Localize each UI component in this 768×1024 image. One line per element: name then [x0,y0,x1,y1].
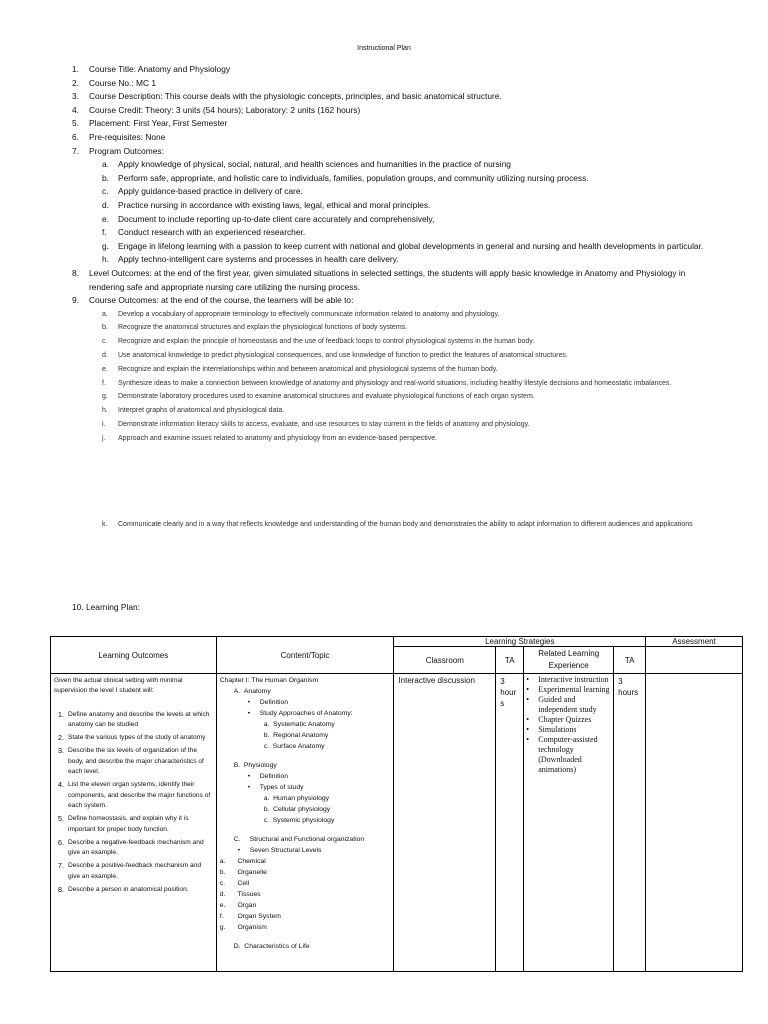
lo-item [54,710,213,731]
bullet-text: Types of study [259,784,304,791]
outcome-letter: g. [102,240,109,251]
topic-anatomy [220,686,391,697]
outcome-letter: i. [102,421,106,429]
item-number: 2. [72,77,79,88]
header-assessment-blank [646,647,743,674]
outcome-letter: c. [102,338,108,346]
list-item [72,77,712,91]
outcome-letter: f. [102,227,107,238]
course-outcome [102,321,712,335]
learning-outcomes-cell [51,674,217,972]
topic-structural-organization [220,834,391,845]
lo-item [54,861,213,882]
outcome-letter: c. [102,186,109,197]
outcome-letter: b. [102,172,109,183]
program-outcomes-list [102,158,712,267]
lo-item [54,814,213,835]
outcome-letter: e. [102,365,108,373]
program-outcome [102,158,712,172]
outcome-text: Practice nursing in accordance with existing laws, legal, ethical and moral principles. [118,199,431,210]
header-learning-outcomes: Learning Outcomes [51,637,217,674]
topic-bullet [220,845,391,856]
outcome-letter: k. [102,520,108,528]
course-outcome [102,349,712,363]
course-outcome [102,308,712,322]
course-outcome [102,377,712,391]
lo-item [54,733,213,743]
subtopic-letter: c. [263,817,269,824]
subtopic [220,804,391,815]
outcome-text: Recognize the anatomical structures and explain the physiological functions of body systems. [118,324,408,332]
program-outcomes-heading: Program Outcomes: [89,145,164,156]
item-number: 3. [72,91,79,102]
course-outcome [102,363,712,377]
item-number: 4. [72,104,79,115]
chapter-title: Chapter I: The Human Organism [219,677,319,684]
assessment-cell [646,674,743,972]
subtopic-letter: b. [263,806,270,813]
course-outcomes-list [102,308,712,532]
topic-bullet [220,771,391,782]
header-related-learning-experience: Related Learning Experience [524,647,614,674]
rle-text: Simulations [538,725,577,734]
subtopic-text: Regional Anatomy [273,732,329,739]
program-outcome [102,172,712,186]
list-item [72,294,712,308]
level-text: Organ [237,902,257,909]
outcome-letter: f. [102,379,106,387]
outcome-text: Use anatomical knowledge to predict physiological consequences, and use knowledge of function to predict the features of anatomical structures. [118,352,568,360]
lo-text: Describe a person in anatomical position. [68,886,189,894]
topic-name: Physiology [243,762,277,769]
blank-space [102,446,712,518]
outcome-text: Document to include reporting up-to-date client care accurately and comprehensively, [118,213,435,224]
program-outcome [102,253,712,267]
subtopic-letter: a. [263,721,270,728]
outcome-text: Develop a vocabulary of appropriate terminology to effectively communicate information related to anatomy and physiology. [118,310,500,318]
header-learning-strategies: Learning Strategies [394,637,646,647]
bullet-text: Seven Structural Levels [249,847,322,854]
subtopic-letter: b. [263,732,270,739]
ta-unit-suffix: s [500,699,505,708]
level-letter: d. [219,891,226,898]
lo-number: 2. [57,733,65,743]
outcome-letter: g. [102,393,108,401]
table-header-row [51,637,743,647]
outcome-text: Demonstrate information literacy skills to access, evaluate, and use resources to stay current in the fields of anatomy and physiology. [118,421,530,429]
rle-item: • Experimental learning [526,685,610,694]
lo-item [54,838,213,859]
item-number: 6. [72,131,79,142]
outcome-text: Apply knowledge of physical, social, natural, and health sciences and humanities in the practice of nursing [118,159,511,170]
rle-text: Experimental learning [538,685,610,694]
outcome-text: Recognize and explain the principle of homeostasis and the use of feedback loops to control physiological systems in the human body. [118,338,535,346]
header-assessment: Assessment [646,637,743,647]
outcome-text: Conduct research with an experienced researcher. [118,227,306,238]
program-outcome [102,213,712,227]
level-text: Organ System [237,913,281,920]
bullet-text: Definition [259,773,289,780]
learning-plan-heading: 10. Learning Plan: [72,602,140,612]
item-number: 5. [72,118,79,129]
bullet-text: Study Approaches of Anatomy: [259,710,353,717]
outcome-letter: d. [102,352,108,360]
rle-item: • Interactive instruction [526,675,609,684]
rle-item: • Guided and independent study [526,695,611,715]
program-outcome [102,185,712,199]
level-text: Chemical [237,858,266,865]
outcome-letter: a. [102,310,108,318]
subtopic-letter: c. [263,743,269,750]
lo-number: 1. [57,709,65,719]
item-number: 1. [72,64,79,74]
rle-text: Computer-assisted technology (Downloaded animations) [538,735,598,774]
level-text: Organelle [237,869,267,876]
level-letter: b. [219,869,226,876]
header-ta: TA [496,647,524,674]
structural-level [220,856,391,867]
course-credit: Course Credit: Theory: 3 units (54 hours); Laboratory: 2 units (162 hours) [89,104,361,115]
content-topic-cell [216,674,394,972]
header-classroom: Classroom [394,647,496,674]
topic-letter: C. [233,836,241,843]
course-title: Course Title: Anatomy and Physiology [89,64,231,74]
lo-text: List the eleven organ systems, identify their components, and describe the major functions of each system. [68,781,211,809]
level-outcomes: Level Outcomes: at the end of the first year, given simulated situations in selected settings, the students will apply basic knowledge in Anatomy and Physiology in rendering safe and appropriate nursing care utilizing the nursing process. [89,267,686,292]
lo-text: State the various types of the study of anatomy [68,734,206,742]
list-item [72,63,712,77]
structural-level [220,900,391,911]
course-number: Course No.: MC 1 [89,77,157,88]
lo-intro: Given the actual clinical setting with minimal supervision the level I student will: [54,677,183,695]
subtopic [220,815,391,826]
outcome-text: Engage in lifelong learning with a passion to keep current with national and global developments in general and nursing and health developments in particular. [118,240,704,251]
level-letter: e. [219,902,226,909]
topic-name: Characteristics of Life [244,943,310,950]
subtopic-text: Systematic Anatomy [273,721,335,728]
placement: Placement: First Year, First Semester [89,118,228,129]
topic-bullet [220,782,391,793]
course-outcome [102,390,712,404]
outcome-letter: d. [102,199,109,210]
outcome-text: Interpret graphs of anatomical and physiological data. [118,407,285,415]
program-outcome [102,199,712,213]
list-item [72,117,712,131]
outcome-text: Apply techno-intelligent care systems and processes in health care delivery. [118,254,399,265]
prerequisites: Pre-requisites: None [89,131,166,142]
structural-level [220,867,391,878]
outcome-letter: a. [102,159,109,170]
subtopic [220,730,391,741]
structural-level [220,889,391,900]
program-outcome [102,226,712,240]
list-item [72,104,712,118]
ta-unit: hours [618,688,639,697]
level-letter: g. [219,924,226,931]
level-text: Tissues [237,891,261,898]
lo-text: Describe a positive-feedback mechanism and give an example. [68,862,202,880]
outcome-text: Demonstrate laboratory procedures used to examine anatomical structures and evaluate physiological functions of each organ system. [118,393,535,401]
subtopic-text: Systemic physiology [272,817,335,824]
ta-rle-cell [614,674,646,972]
table-row [51,674,743,972]
lo-number: 8. [57,885,65,895]
outcome-letter: h. [102,407,108,415]
lo-item [54,780,213,811]
course-outcome [102,432,712,446]
bullet-text: Definition [259,699,289,706]
outcome-letter: e. [102,213,109,224]
subtopic [220,719,391,730]
instructional-plan-list [72,63,712,531]
outcome-letter: b. [102,324,108,332]
topic-letter: B. [233,762,241,769]
course-description: Course Description: This course deals with the physiologic concepts, principles, and basic anatomical structure. [89,91,502,102]
subtopic [220,741,391,752]
lo-item [54,746,213,777]
ta-value: 3 [500,677,505,686]
lo-number: 3. [57,746,65,756]
rle-item: • Simulations [526,725,577,734]
outcome-text: Apply guidance-based practice in delivery of care. [118,186,303,197]
lo-text: Describe the six levels of organization of the body, and describe the major characteristics of each level. [68,747,204,776]
lo-text: Describe a negative-feedback mechanism and give an example. [68,838,204,857]
course-outcome [102,404,712,418]
rle-item: • Chapter Quizzes [526,715,592,724]
subtopic-text: Human physiology [273,795,330,802]
level-letter: a. [219,858,226,865]
subtopic [220,793,391,804]
list-item [72,90,712,104]
topic-physiology [220,760,391,771]
lo-number: 4. [57,780,65,790]
lo-text: Define homeostasis, and explain why it is important for proper body function. [68,815,189,833]
course-outcome [102,335,712,349]
item-number: 8. [72,267,79,278]
structural-level [220,922,391,933]
item-number: 7. [72,145,79,156]
level-text: Organism [237,924,267,931]
subtopic-text: Surface Anatomy [272,743,325,750]
list-item [72,145,712,159]
rle-text: Guided and independent study [538,695,597,714]
lo-text: Define anatomy and describe the levels at which anatomy can be studied [68,710,210,728]
list-item [72,267,712,294]
topic-bullet [220,708,391,719]
structural-level [220,911,391,922]
list-item [72,131,712,145]
outcome-text: Perform safe, appropriate, and holistic care to individuals, families, population groups, and community utilizing nursing process. [118,172,589,183]
ta-cell [496,674,524,972]
lo-item [54,885,213,895]
course-outcome [102,518,712,532]
ta-value: 3 [618,677,623,686]
subtopic-text: Cellular physiology [273,806,331,813]
outcome-letter: j. [102,434,106,442]
structural-level [220,878,391,889]
outcome-text: Synthesize ideas to make a connection between knowledge of anatomy and physiology and real-world situations, including healthy lifestyle decisions and homeostatic imbalances. [118,379,672,387]
level-letter: f. [219,913,224,920]
item-number: 9. [72,295,79,306]
outcome-letter: h. [102,254,109,265]
course-outcomes-heading: Course Outcomes: at the end of the course, the learners will be able to: [89,295,354,306]
subtopic-letter: a. [263,795,270,802]
outcome-text: Approach and examine issues related to anatomy and physiology from an evidence-based perspective. [118,434,438,442]
program-outcome [102,240,712,254]
topic-characteristics-of-life [220,941,391,952]
outcome-text: Recognize and explain the interrelationships within and between anatomical and physiological systems of the human body. [118,365,498,373]
rle-item: • Computer-assisted technology (Downloaded animations) [526,735,611,775]
course-outcome [102,418,712,432]
topic-name: Structural and Functional organization [249,836,365,843]
level-text: Cell [237,880,250,887]
ta-unit: hour [500,688,517,697]
classroom-cell: Interactive discussion [394,674,496,972]
rle-text: Chapter Quizzes [538,715,592,724]
learning-plan-table [50,636,743,972]
related-learning-experience-cell [524,674,614,972]
header-content-topic: Content/Topic [216,637,394,674]
level-letter: c. [219,880,225,887]
outcome-text: Communicate clearly and in a way that reflects knowledge and understanding of the human body and demonstrates the ability to adapt information to different audiences and applications [118,520,693,528]
page-title: Instructional Plan [357,45,411,52]
lo-number: 5. [57,814,65,824]
topic-name: Anatomy [243,688,271,695]
rle-text: Interactive instruction [538,675,609,684]
topic-letter: D. [233,943,241,950]
topic-bullet [220,697,391,708]
lo-number: 7. [57,861,65,871]
topic-letter: A. [233,688,241,695]
header-ta-rle: TA [614,647,646,674]
lo-number: 6. [57,837,65,847]
